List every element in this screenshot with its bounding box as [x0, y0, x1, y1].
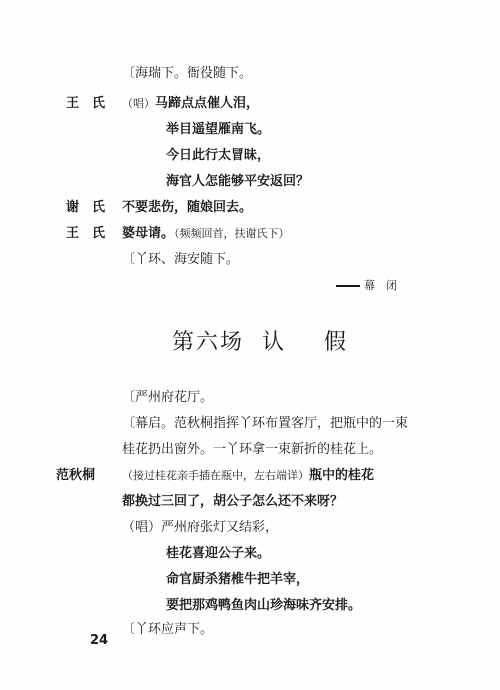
sung-line [122, 96, 259, 112]
dialogue: 婆母请。 [122, 226, 175, 241]
stage-direction: （频频回首，扶谢氏下） [174, 227, 290, 240]
lyric: 命官厨杀猪椎牛把羊宰， [166, 572, 310, 587]
dialogue: 瓶中的桂花 [309, 468, 375, 483]
scene-title [172, 325, 348, 356]
scene-title-word: 认 [262, 330, 287, 355]
lyric: 马蹄点点催人泪， [155, 96, 260, 111]
scene-number: 第六场 [172, 330, 245, 355]
stage-direction: 〔海瑞下。衙役随下。 [122, 66, 253, 81]
speaker-xie: 谢 氏 [66, 200, 106, 215]
curtain-close [336, 278, 397, 294]
dialogue-line [122, 468, 374, 484]
stage-direction: 〔幕启。范秋桐指挥丫环布置客厅，把瓶中的一束 [122, 416, 409, 431]
speaker-wang: 王 氏 [66, 226, 106, 241]
em-dash [336, 285, 360, 287]
lyric: 要把那鸡鸭鱼肉山珍海味齐安排。 [166, 598, 362, 613]
lyric: 举目遥望雁南飞。 [166, 122, 271, 137]
stage-direction: （接过桂花亲手插在瓶中，左右端详） [122, 469, 309, 482]
lyric: 今日此行太冒昧， [166, 148, 271, 163]
stage-direction: 〔丫环、海安随下。 [122, 252, 240, 267]
speaker-wang: 王 氏 [66, 96, 106, 111]
curtain-text: 幕 闭 [364, 279, 397, 292]
dialogue-line [122, 226, 290, 242]
stage-direction: 桂花扔出窗外。一丫环拿一束新折的桂花上。 [122, 442, 383, 457]
stage-direction: 〔严州府花厅。 [122, 390, 214, 405]
sung-line: （唱）严州府张灯又结彩， [122, 520, 279, 535]
page-number: 24 [90, 633, 109, 648]
lyric: 桂花喜迎公子来。 [166, 546, 271, 561]
sing-cue: （唱） [122, 97, 155, 110]
scene-title-word: 假 [324, 330, 349, 355]
lyric: 海官人怎能够平安返回？ [166, 174, 310, 189]
stage-direction: 〔丫环应声下。 [122, 622, 214, 637]
dialogue: 不要悲伤，随娘回去。 [122, 200, 253, 215]
speaker-fan: 范秋桐 [56, 468, 96, 483]
dialogue: 都换过三回了，胡公子怎么还不来呀？ [122, 494, 344, 509]
